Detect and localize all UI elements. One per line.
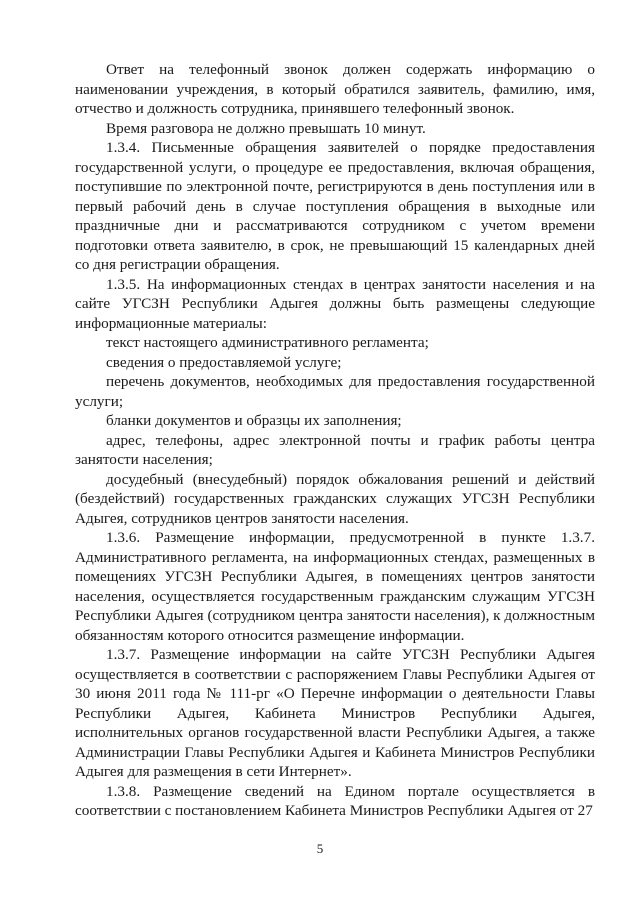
paragraph-1-3-7: 1.3.7. Размещение информации на сайте УГСЗН Республики Адыгея осуществляется в соответствии с распоряжением Главы Республики Адыгея от 30 июня 2011 года № 111-рг «О Перечне информации о деятельности Главы Республики Адыгея, Кабинета Министров Республики Адыгея, исполнительных органов государственной власти Республики Адыгея, а также Администрации Главы Республики Адыгея и Кабинета Министров Республики Адыгея для размещения в сети Интернет». — [75, 646, 595, 780]
list-item-contacts: адрес, телефоны, адрес электронной почты и график работы центра занятости населения; — [75, 431, 595, 468]
paragraph-1-3-6: 1.3.6. Размещение информации, предусмотренной в пункте 1.3.7. Административного регламента, на информационных стендах, размещенных в помещениях УГСЗН Республики Адыгея, в помещениях центров занятости населения, осуществляется государственным гражданским служащим УГСЗН Республики Адыгея (сотрудником центра занятости населения), к должностным обязанностям которого относится размещение информации. — [75, 529, 595, 644]
paragraph-1-3-4: 1.3.4. Письменные обращения заявителей о порядке предоставления государственной услуги, о процедуре ее предоставления, включая обращения, поступившие по электронной почте, регистрируются в день поступления или в первый рабочий день в случае поступления обращения в выходные или праздничные дни и рассматриваются сотрудником с учетом времени подготовки ответа заявителю, в срок, не превышающий 15 календарных дней со дня регистрации обращения. — [75, 139, 595, 273]
page-number: 5 — [316, 841, 324, 856]
paragraph-1-3-5: 1.3.5. На информационных стендах в центрах занятости населения и на сайте УГСЗН Республики Адыгея должны быть размещены следующие информационные материалы: — [75, 275, 595, 332]
list-item-regulation-text: текст настоящего административного регламента; — [106, 334, 429, 351]
paragraph-phone-answer: Ответ на телефонный звонок должен содержать информацию о наименовании учреждения, в который обратился заявитель, фамилию, имя, отчество и должность сотрудника, принявшего телефонный звонок. — [75, 61, 595, 117]
paragraph-1-3-8: 1.3.8. Размещение сведений на Едином портале осуществляется в соответствии с постановлением Кабинета Министров Республики Адыгея от 27 — [75, 782, 595, 819]
list-item-documents: перечень документов, необходимых для предоставления государственной услуги; — [75, 373, 595, 410]
paragraph-call-duration: Время разговора не должно превышать 10 минут. — [106, 119, 426, 137]
list-item-appeal-procedure: досудебный (внесудебный) порядок обжалования решений и действий (бездействий) государственных гражданских служащих УГСЗН Республики Адыгея, сотрудников центров занятости населения. — [75, 470, 595, 527]
document-page — [75, 60, 595, 821]
list-item-forms: бланки документов и образцы их заполнения; — [106, 412, 402, 429]
list-item-service-info: сведения о предоставляемой услуге; — [106, 353, 342, 371]
